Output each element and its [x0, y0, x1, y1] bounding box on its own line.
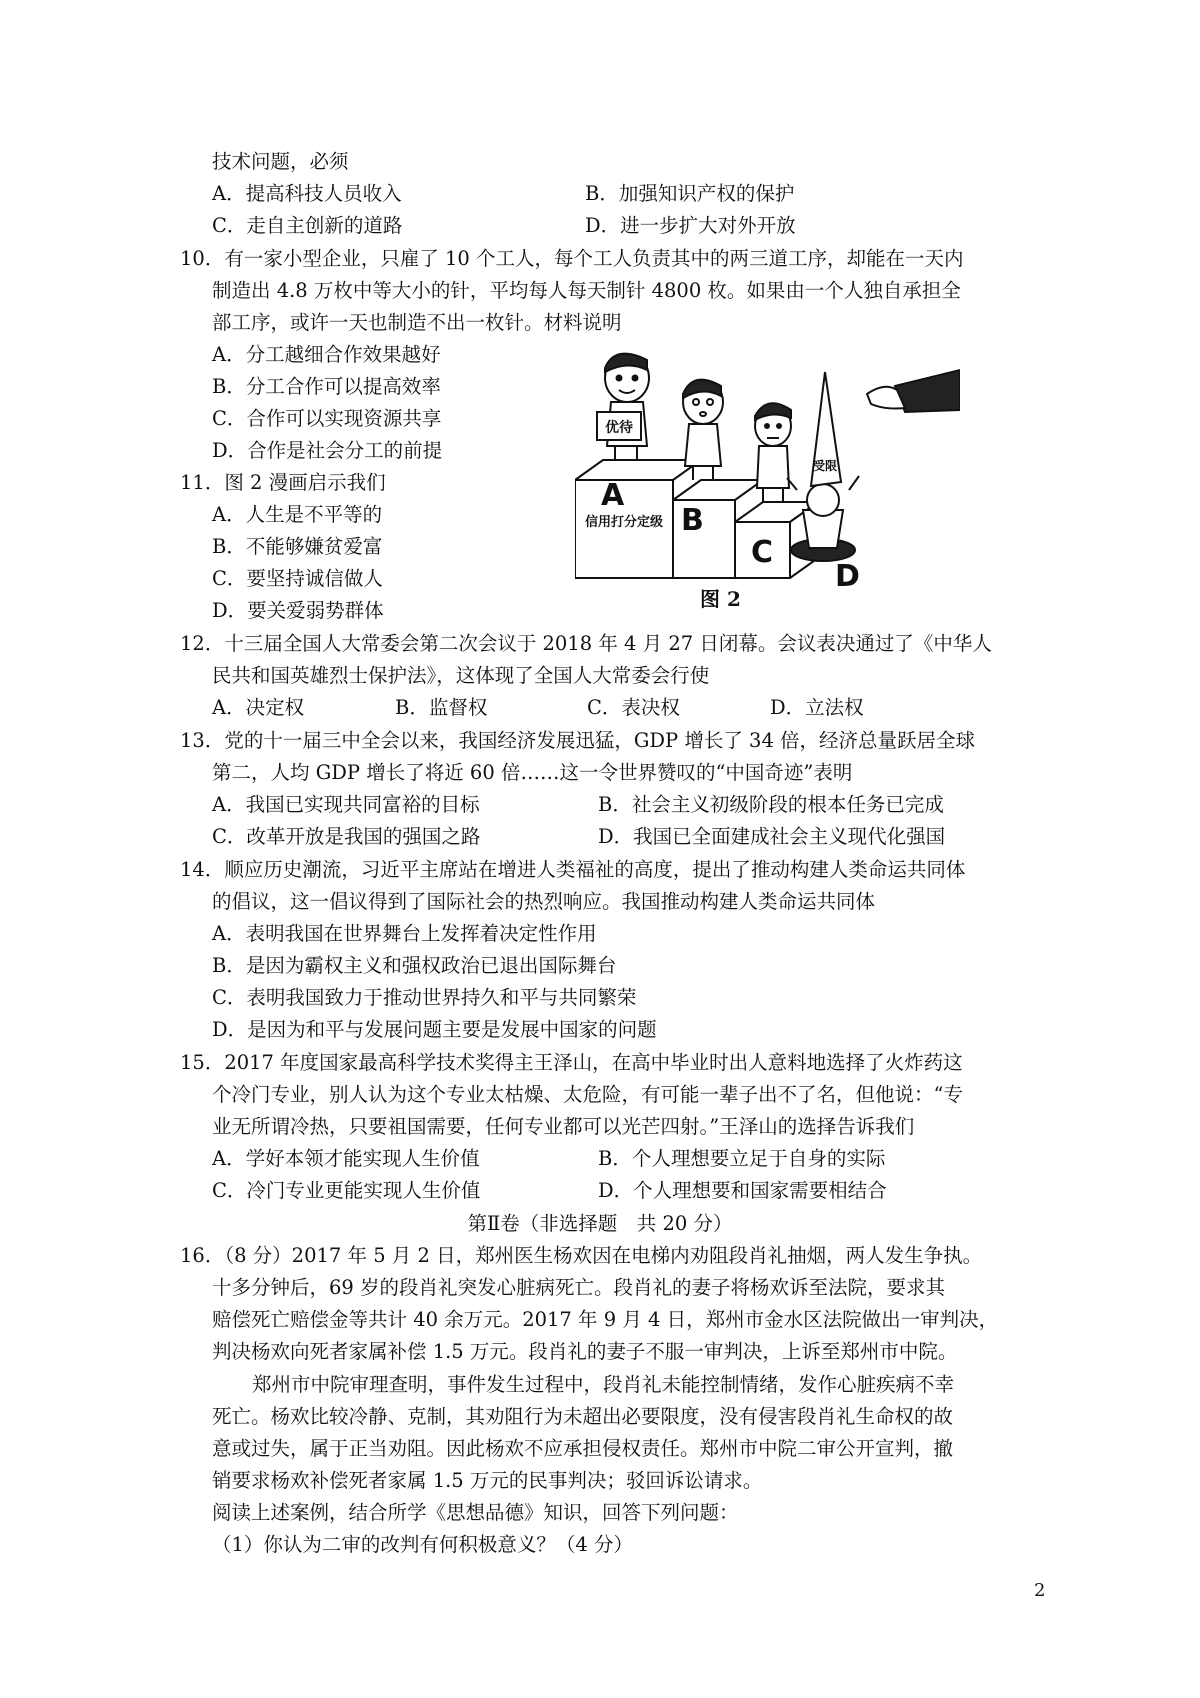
q13-option-a: A．我国已实现共同富裕的目标	[212, 793, 480, 816]
q11-option-b: B．不能够嫌贫爱富	[212, 535, 383, 558]
q16-line2: 十多分钟后，69 岁的段肖礼突发心脏病死亡。段肖礼的妻子将杨欢诉至法院，要求其	[212, 1276, 946, 1299]
q13-line1: 13．党的十一届三中全会以来，我国经济发展迅猛，GDP 增长了 34 倍，经济总量跃居全球	[180, 729, 976, 752]
page-number: 2	[1034, 1580, 1046, 1601]
level-b: B	[681, 503, 704, 538]
section-title: 第Ⅱ卷（非选择题 共 20 分）	[467, 1212, 733, 1235]
q12-option-a: A．决定权	[212, 696, 305, 719]
q16-line8: 销要求杨欢补偿死者家属 1.5 万元的民事判决；驳回诉讼请求。	[212, 1469, 763, 1492]
q12-line2: 民共和国英雄烈士保护法》，这体现了全国人大常委会行使	[212, 664, 710, 687]
q15-option-b: B．个人理想要立足于自身的实际	[598, 1147, 886, 1170]
q16-line9: 阅读上述案例，结合所学《思想品德》知识，回答下列问题：	[212, 1501, 739, 1524]
q9-option-c: C．走自主创新的道路	[212, 214, 403, 237]
q16-line4: 判决杨欢向死者家属补偿 1.5 万元。段肖礼的妻子不服一审判决，上诉至郑州市中院。	[212, 1340, 958, 1363]
q14-option-c: C．表明我国致力于推动世界持久和平与共同繁荣	[212, 986, 637, 1009]
level-a: A	[601, 478, 625, 513]
q16-line7: 意或过失，属于正当劝阻。因此杨欢不应承担侵权责任。郑州市中院二审公开宣判，撤	[212, 1437, 954, 1460]
q14-option-b: B．是因为霸权主义和强权政治已退出国际舞台	[212, 954, 617, 977]
step-label: 信用打分定级	[584, 515, 664, 530]
sign-text: 优待	[605, 420, 633, 436]
q9-option-b: B．加强知识产权的保护	[585, 182, 795, 205]
q15-option-c: C．冷门专业更能实现人生价值	[212, 1179, 481, 1202]
q13-option-d: D．我国已全面建成社会主义现代化强国	[598, 825, 946, 848]
credit-rating-cartoon	[575, 350, 960, 590]
q9-stem-cont: 技术问题，必须	[212, 150, 349, 173]
figure-caption: 图 2	[700, 587, 741, 611]
q15-option-d: D．个人理想要和国家需要相结合	[598, 1179, 887, 1202]
q13-option-b: B．社会主义初级阶段的根本任务已完成	[598, 793, 944, 816]
q11-option-c: C．要坚持诚信做人	[212, 567, 383, 590]
level-c: C	[751, 535, 774, 570]
q9-option-d: D．进一步扩大对外开放	[585, 214, 796, 237]
q14-line2: 的倡议，这一倡议得到了国际社会的热烈响应。我国推动构建人类命运共同体	[212, 890, 876, 913]
q10-line2: 制造出 4.8 万枚中等大小的针，平均每人每天制针 4800 枚。如果由一个人独自承担全	[212, 279, 961, 302]
q14-line1: 14．顺应历史潮流，习近平主席站在增进人类福祉的高度，提出了推动构建人类命运共同体	[180, 858, 966, 881]
q11-option-a: A．人生是不平等的	[212, 503, 383, 526]
q14-option-d: D．是因为和平与发展问题主要是发展中国家的问题	[212, 1018, 657, 1041]
q15-line3: 业无所谓冷热，只要祖国需要，任何专业都可以光芒四射。”王泽山的选择告诉我们	[212, 1115, 915, 1138]
q10-line1: 10．有一家小型企业，只雇了 10 个工人，每个工人负责其中的两三道工序，却能在一天内	[180, 247, 964, 270]
level-d: D	[835, 559, 860, 590]
q13-option-c: C．改革开放是我国的强国之路	[212, 825, 481, 848]
q9-option-a: A．提高科技人员收入	[212, 182, 402, 205]
q14-option-a: A．表明我国在世界舞台上发挥着决定性作用	[212, 922, 597, 945]
q15-line1: 15．2017 年度国家最高科学技术奖得主王泽山，在高中毕业时出人意料地选择了火炸药这	[180, 1051, 963, 1074]
q10-option-d: D．合作是社会分工的前提	[212, 439, 443, 462]
q10-option-c: C．合作可以实现资源共享	[212, 407, 442, 430]
q13-line2: 第二，人均 GDP 增长了将近 60 倍……这一令世界赞叹的“中国奇迹”表明	[212, 761, 853, 784]
q15-line2: 个冷门专业，别人认为这个专业太枯燥、太危险，有可能一辈子出不了名，但他说：“专	[212, 1083, 963, 1106]
q10-line3: 部工序，或许一天也制造不出一枚针。材料说明	[212, 311, 622, 334]
q12-option-b: B．监督权	[395, 696, 488, 719]
hat-text: 受限	[812, 459, 838, 473]
q16-line3: 赔偿死亡赔偿金等共计 40 余万元。2017 年 9 月 4 日，郑州市金水区法院做出一审判决，	[212, 1308, 999, 1331]
q16-line5: 郑州市中院审理查明，事件发生过程中，段肖礼未能控制情绪，发作心脏疾病不幸	[252, 1373, 955, 1396]
q12-option-d: D．立法权	[770, 696, 864, 719]
q10-option-a: A．分工越细合作效果越好	[212, 343, 441, 366]
q12-line1: 12．十三届全国人大常委会第二次会议于 2018 年 4 月 27 日闭幕。会议表决通过了《中华人	[180, 632, 992, 655]
q11-stem: 11．图 2 漫画启示我们	[180, 471, 386, 494]
q16-sub1: （1）你认为二审的改判有何积极意义？（4 分）	[212, 1533, 634, 1556]
q16-line6: 死亡。杨欢比较冷静、克制，其劝阻行为未超出必要限度，没有侵害段肖礼生命权的故	[212, 1405, 954, 1428]
q15-option-a: A．学好本领才能实现人生价值	[212, 1147, 480, 1170]
q16-line1: 16．（8 分）2017 年 5 月 2 日，郑州医生杨欢因在电梯内劝阻段肖礼抽烟，两人发生争执。	[180, 1244, 983, 1267]
q11-option-d: D．要关爱弱势群体	[212, 599, 384, 622]
q10-option-b: B．分工合作可以提高效率	[212, 375, 441, 398]
q12-option-c: C．表决权	[587, 696, 680, 719]
